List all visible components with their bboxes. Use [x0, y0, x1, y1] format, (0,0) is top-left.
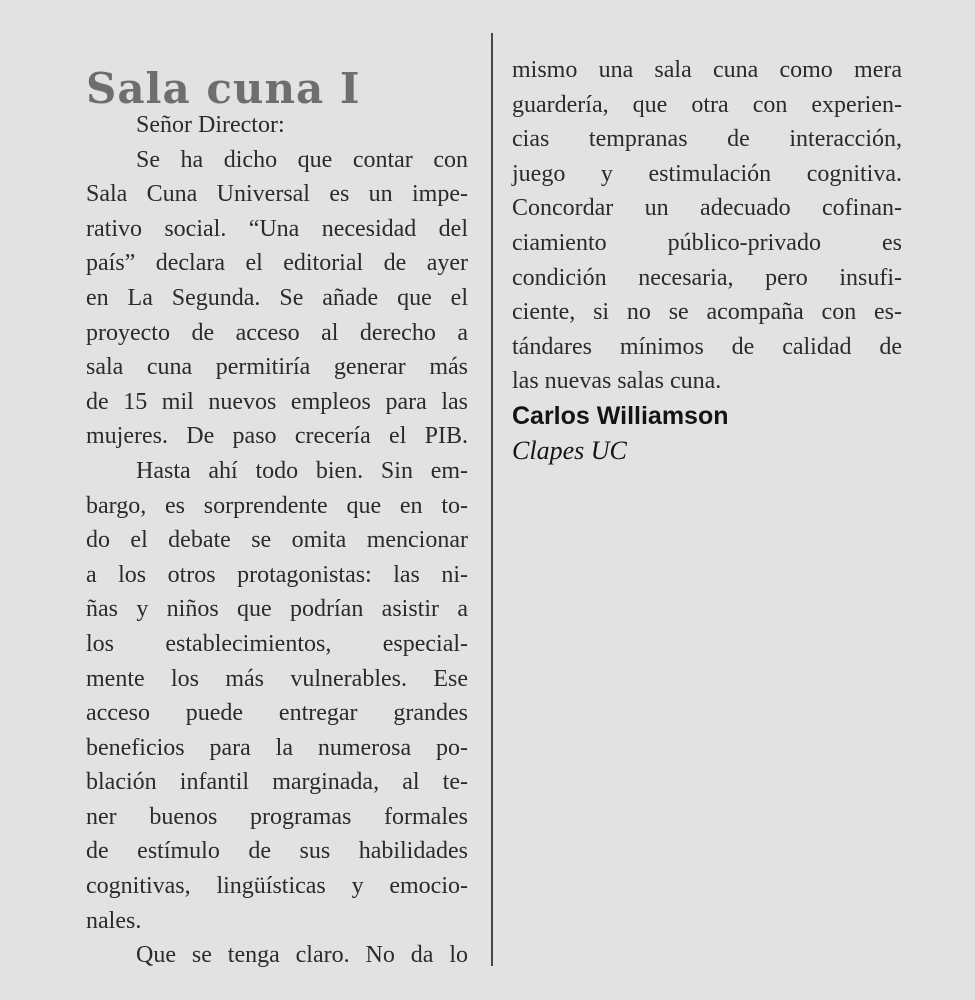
text-line: cognitivas, lingüísticas y emocio- [86, 873, 468, 900]
text-line: acceso puede entregar grandes [86, 700, 468, 727]
text-line: sala cuna permitiría generar más [86, 354, 468, 381]
text-line: de 15 mil nuevos empleos para las [86, 388, 468, 415]
text-line: nales. [86, 907, 142, 934]
text-line: guardería, que otra con experien- [512, 91, 902, 118]
text-line: beneficios para la numerosa po- [86, 734, 468, 761]
text-line: los establecimientos, especial- [86, 630, 468, 657]
text-line: mente los más vulnerables. Ese [86, 665, 468, 692]
text-line: Señor Director: [136, 112, 285, 138]
text-line: país” declara el editorial de ayer [86, 250, 468, 277]
text-line: Concordar un adecuado cofinan- [512, 195, 902, 222]
article-left-column [86, 108, 468, 973]
text-line: bargo, es sorprendente que en to- [86, 492, 468, 519]
text-line: proyecto de acceso al derecho a [86, 319, 468, 346]
text-line: ciente, si no se acompaña con es- [512, 299, 902, 326]
text-line: condición necesaria, pero insufi- [512, 264, 902, 291]
article-title: Sala cuna I [86, 64, 361, 114]
text-line: a los otros protagonistas: las ni- [86, 561, 468, 588]
signature-author-organization: Clapes UC [512, 435, 627, 465]
text-line: ner buenos programas formales [86, 803, 468, 830]
text-line: ciamiento público-privado es [512, 229, 902, 256]
text-line: cias tempranas de interacción, [512, 126, 902, 153]
text-line: las nuevas salas cuna. [512, 368, 722, 395]
text-line: blación infantil marginada, al te- [86, 769, 468, 796]
signature-author-name: Carlos Williamson [512, 401, 729, 430]
text-line: tándares mínimos de calidad de [512, 333, 902, 360]
text-line: Se ha dicho que contar con [136, 146, 468, 173]
text-line: do el debate se omita mencionar [86, 527, 468, 554]
text-line: Sala Cuna Universal es un impe- [86, 181, 468, 208]
text-line: de estímulo de sus habilidades [86, 838, 468, 865]
text-line: juego y estimulación cognitiva. [512, 160, 902, 187]
text-line: rativo social. “Una necesidad del [86, 215, 468, 242]
text-line: Que se tenga claro. No da lo [136, 942, 468, 969]
column-divider-rule [491, 33, 493, 966]
text-line: ñas y niños que podrían asistir a [86, 596, 468, 623]
article-right-column [512, 53, 902, 468]
text-line: Hasta ahí todo bien. Sin em- [136, 457, 468, 484]
text-line: mismo una sala cuna como mera [512, 57, 902, 83]
text-line: en La Segunda. Se añade que el [86, 284, 468, 311]
text-line: mujeres. De paso crecería el PIB. [86, 423, 468, 450]
